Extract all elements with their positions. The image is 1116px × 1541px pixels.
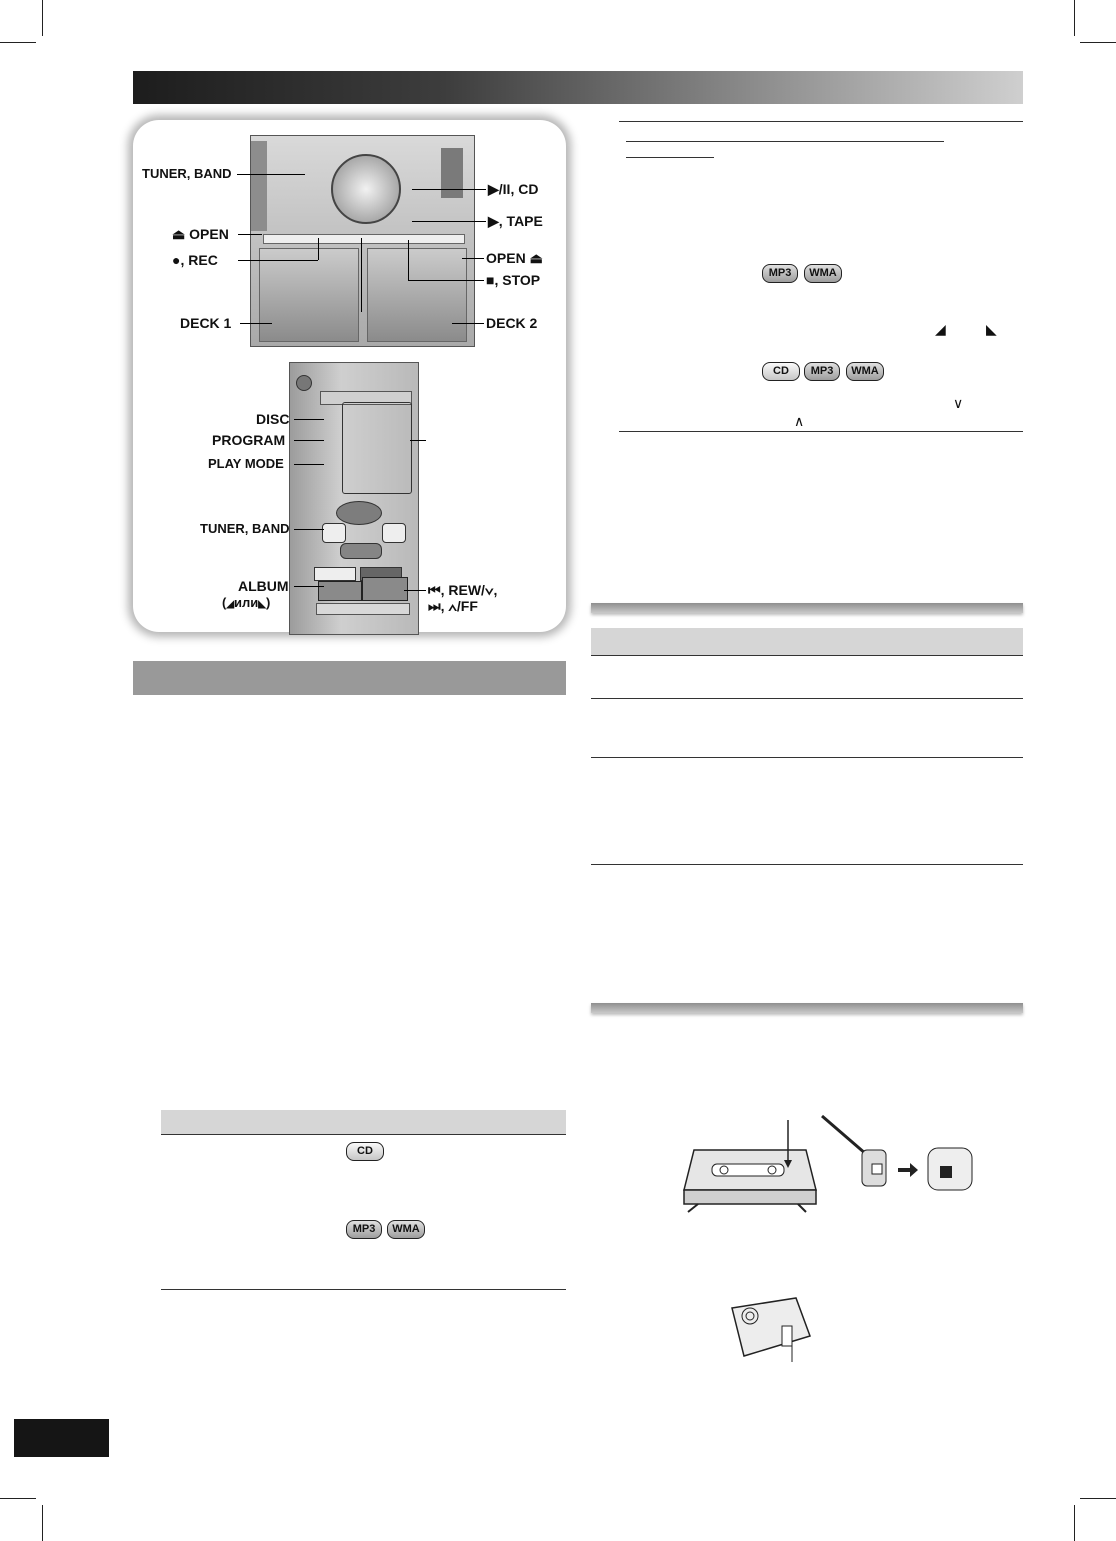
rec-callout: ●, REC [172,252,218,268]
cd-badge: CD [346,1142,384,1161]
crop-mark [1080,42,1116,43]
mp3-badge: MP3 [762,264,798,283]
table-rule [591,757,1023,758]
main-unit-illustration [250,135,475,347]
album-callout: ALBUM [238,578,289,594]
stop-callout: ■, STOP [486,272,541,288]
leader-line [412,221,486,222]
table-rule [161,1289,566,1290]
leader-line [237,174,305,175]
deck2-door [367,248,467,342]
bottom-buttons-row [316,603,410,615]
program-callout: PROGRAM [212,432,286,448]
crop-mark [0,42,36,43]
leader-line [294,586,324,587]
mp3-badge: MP3 [804,362,840,381]
wma-badge: WMA [846,362,884,381]
open-right-callout: OPEN ⏏ [486,250,543,266]
crop-mark [1074,0,1075,36]
next-track-icon: ⏭ [428,598,441,614]
table-header [161,1110,566,1134]
album-down-icon: ◢ [935,321,946,337]
cd-badge: CD [762,362,800,381]
leader-line [361,238,362,312]
play-mode-callout: PLAY MODE [208,456,284,471]
crop-mark [42,1505,43,1541]
leader-line [294,440,324,441]
leader-line [404,590,426,591]
leader-line [318,238,319,260]
crop-mark [1080,1498,1116,1499]
numeric-keypad-outline [342,402,412,494]
play-icon: ▶ [488,181,499,197]
rew-callout: ⏮, REW/∨, [428,582,498,598]
underline-rule [626,141,944,142]
play-pause-cd-callout: ▶/II, CD [488,181,539,197]
cursor-buttons [362,577,408,601]
deck2-callout: DECK 2 [486,315,538,331]
deck1-callout: DECK 1 [180,315,232,331]
leader-line [294,529,324,530]
leader-line [462,258,484,259]
table-rule [591,698,1023,699]
unit-right-panel [441,148,463,198]
blurred-heading-bar [591,1003,1023,1013]
page-header-bar [133,71,1023,104]
table-rule [161,1134,566,1135]
table-rule [591,655,1023,656]
eject-icon: ⏏ [529,250,543,266]
leader-line [410,440,426,441]
tuner-button [322,523,346,543]
crop-mark [0,1498,36,1499]
crop-mark [1074,1505,1075,1541]
underline-rule [626,157,714,158]
cassette-tab-illustration [676,1108,976,1218]
album-buttons [318,581,362,601]
album-up-icon: ◣ [986,321,997,337]
leader-line [408,240,409,280]
mp3-badge: MP3 [346,1220,382,1239]
vol-down-button [314,567,356,581]
eject-icon: ⏏ [172,226,186,242]
stop-icon: ■ [486,272,495,288]
down-icon: ∨ [484,582,494,598]
leader-line [294,419,324,420]
cassette-edge-illustration [726,1296,816,1366]
up-icon: ∧ [794,413,805,429]
section-heading-bar [133,661,566,695]
down-icon: ∨ [953,395,964,411]
leader-line [238,260,318,261]
tape-button [382,523,406,543]
page-number-box [14,1419,109,1457]
ff-callout: ⏭, ∧/FF [428,598,478,614]
button-row [263,234,465,244]
open-left-callout: ⏏ OPEN [172,226,229,242]
album-up-icon: ◣ [258,599,266,610]
box-bottom-rule [619,431,1023,432]
cd-button [336,501,382,525]
leader-line [452,323,484,324]
crop-mark [42,0,43,36]
table-rule [591,864,1023,865]
unit-left-edge [251,141,267,231]
disc-callout: DISC [256,411,290,427]
box-top-rule [619,121,1023,122]
play-tape-callout: ▶, TAPE [488,213,543,229]
album-sub-callout: (◢или◣) [222,595,271,610]
up-icon: ∧ [448,598,457,614]
wma-badge: WMA [804,264,842,283]
blurred-heading-bar [591,603,1023,613]
tuner-band-remote-callout: TUNER, BAND [200,521,290,536]
leader-line [412,189,486,190]
volume-knob [331,154,401,224]
table-header [591,628,1023,655]
play-icon: ▶ [488,213,499,229]
deck1-door [259,248,359,342]
tuner-band-callout: TUNER, BAND [142,166,232,181]
prev-track-icon: ⏮ [428,582,441,598]
music-p-button [340,543,382,559]
leader-line [408,280,484,281]
record-icon: ● [172,252,181,268]
leader-line [294,464,324,465]
leader-line [240,323,272,324]
power-button [296,375,312,391]
album-down-icon: ◢ [226,599,235,610]
leader-line [238,234,262,235]
wma-badge: WMA [387,1220,425,1239]
